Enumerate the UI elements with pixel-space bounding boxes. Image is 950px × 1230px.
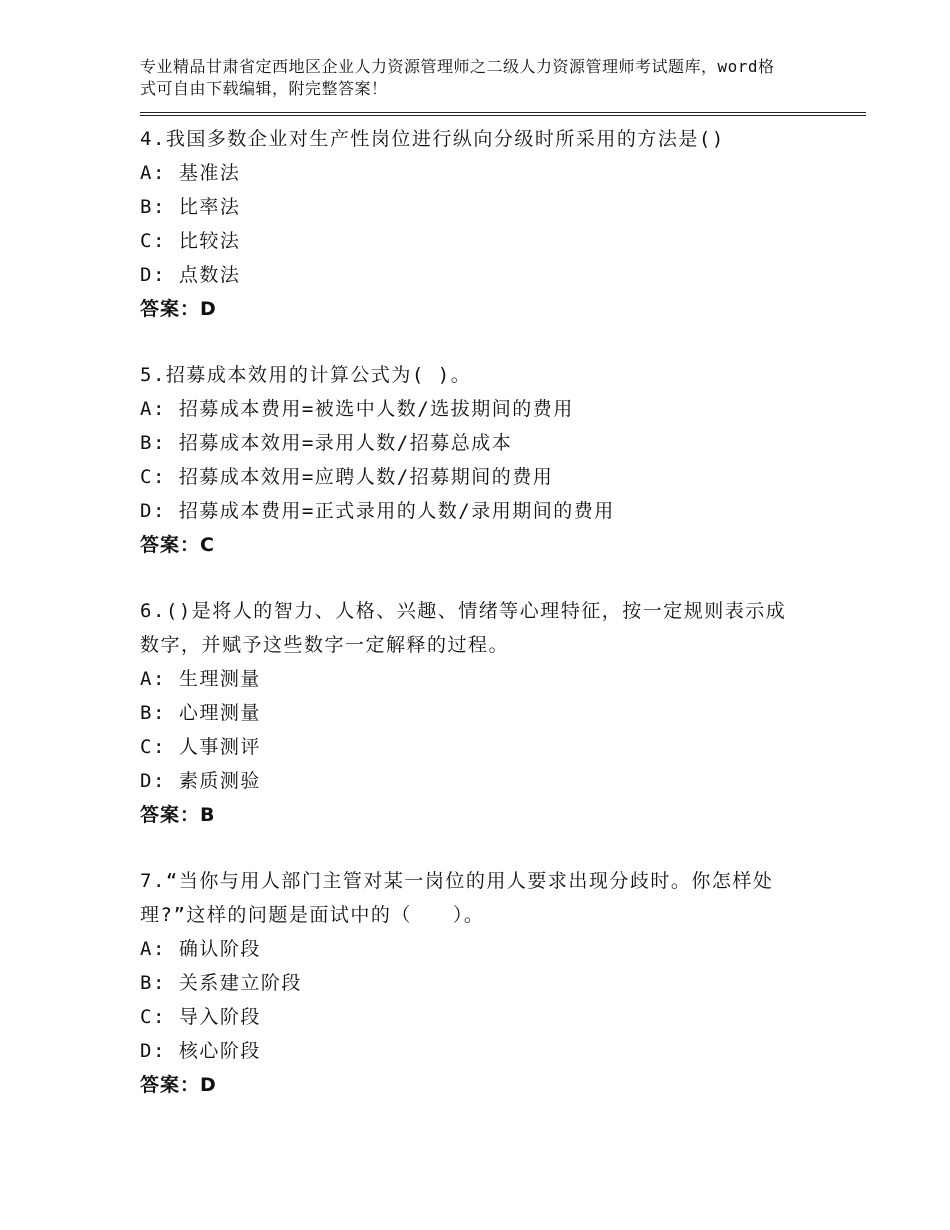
question-spacer xyxy=(140,832,866,864)
question-4 xyxy=(140,122,866,326)
option-c: C: 招募成本效用=应聘人数/招募期间的费用 xyxy=(140,466,554,488)
document-page xyxy=(140,56,866,1102)
question-5 xyxy=(140,358,866,562)
option-b: B: 比率法 xyxy=(140,196,241,218)
option-a: A: 基准法 xyxy=(140,162,241,184)
option-c: C: 比较法 xyxy=(140,230,241,252)
option-c: C: 人事测评 xyxy=(140,736,261,758)
option-a: A: 生理测量 xyxy=(140,668,261,690)
answer-label: 答案：D xyxy=(140,298,217,320)
answer-label: 答案：C xyxy=(140,534,215,556)
question-stem: 6.()是将人的智力、人格、兴趣、情绪等心理特征，按一定规则表示成数字，并赋予这些数字一定解释的过程。 xyxy=(140,600,787,656)
option-a: A: 招募成本费用=被选中人数/选拔期间的费用 xyxy=(140,398,574,420)
answer-label: 答案：B xyxy=(140,804,216,826)
question-spacer xyxy=(140,326,866,358)
option-d: D: 素质测验 xyxy=(140,770,261,792)
answer-label: 答案：D xyxy=(140,1074,217,1096)
question-7 xyxy=(140,864,866,1102)
option-b: B: 关系建立阶段 xyxy=(140,972,302,994)
option-d: D: 核心阶段 xyxy=(140,1040,261,1062)
option-d: D: 招募成本费用=正式录用的人数/录用期间的费用 xyxy=(140,500,615,522)
question-spacer xyxy=(140,562,866,594)
document-header: 专业精品甘肃省定西地区企业人力资源管理师之二级人力资源管理师考试题库，word格式可自由下载编辑，附完整答案！ xyxy=(140,57,775,98)
option-d: D: 点数法 xyxy=(140,264,241,286)
question-stem: 4.我国多数企业对生产性岗位进行纵向分级时所采用的方法是() xyxy=(140,128,725,150)
option-b: B: 招募成本效用=录用人数/招募总成本 xyxy=(140,432,513,454)
header-divider xyxy=(140,112,866,116)
option-c: C: 导入阶段 xyxy=(140,1006,261,1028)
option-a: A: 确认阶段 xyxy=(140,938,261,960)
option-b: B: 心理测量 xyxy=(140,702,261,724)
question-stem: 5.招募成本效用的计算公式为( )。 xyxy=(140,364,472,386)
question-6 xyxy=(140,594,866,832)
question-stem: 7.“当你与用人部门主管对某一岗位的用人要求出现分歧时。你怎样处理?”这样的问题是面试中的（ ）。 xyxy=(140,870,774,926)
